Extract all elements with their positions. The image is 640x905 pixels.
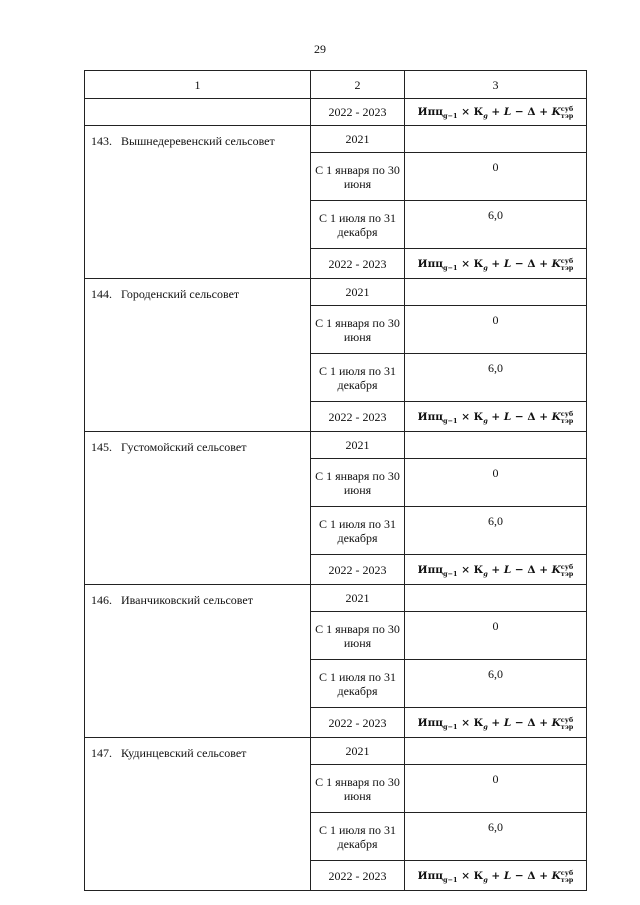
period-cell: С 1 июля по 31 декабря: [311, 354, 405, 402]
period-cell: С 1 января по 30 июня: [311, 306, 405, 354]
settlement-name-cell: [85, 738, 311, 891]
settlement-name-cell: [85, 279, 311, 432]
value-cell: 6,0: [405, 201, 587, 249]
value-cell: 6,0: [405, 507, 587, 555]
period-cell: 2022 - 2023: [311, 861, 405, 891]
year-cell: 2021: [311, 432, 405, 459]
year-cell: 2021: [311, 279, 405, 306]
table-row: [85, 432, 587, 459]
value-cell: 6,0: [405, 354, 587, 402]
period-cell: С 1 июля по 31 декабря: [311, 201, 405, 249]
table-row: [85, 279, 587, 306]
value-cell: 0: [405, 459, 587, 507]
row-number: 145.: [91, 440, 112, 454]
table-row: [85, 585, 587, 612]
table-row: [85, 738, 587, 765]
formula-cell: [405, 555, 587, 585]
value-cell: 6,0: [405, 813, 587, 861]
formula-cell: [405, 99, 587, 126]
formula: $Ипц_{g-1} \times К_g + L - \Delta + K$ суб тэр: [417, 868, 574, 884]
continuation-row: [85, 99, 587, 126]
empty-name-cell: [85, 99, 311, 126]
header-col-1: 1: [85, 71, 311, 99]
tariff-table: [84, 70, 587, 891]
empty-value-cell: [405, 279, 587, 306]
period-cell: С 1 января по 30 июня: [311, 459, 405, 507]
formula: $Ипц_{g-1} \times К_g + L - \Delta + K$ суб тэр: [417, 715, 574, 731]
row-number: 147.: [91, 746, 112, 760]
year-cell: 2021: [311, 585, 405, 612]
settlement-name: Иванчиковский сельсовет: [121, 593, 253, 607]
value-cell: 6,0: [405, 660, 587, 708]
year-cell: 2021: [311, 126, 405, 153]
empty-value-cell: [405, 585, 587, 612]
header-col-3: 3: [405, 71, 587, 99]
table-row: [85, 126, 587, 153]
value-cell: 0: [405, 153, 587, 201]
row-number: 146.: [91, 593, 112, 607]
settlement-name: Кудинцевский сельсовет: [121, 746, 247, 760]
period-cell: С 1 января по 30 июня: [311, 612, 405, 660]
settlement-name: Городенский сельсовет: [121, 287, 240, 301]
settlement-name: Густомойский сельсовет: [121, 440, 247, 454]
page-number: 29: [314, 42, 326, 56]
settlement-name: Вышнедеревенский сельсовет: [121, 134, 275, 148]
period-cell: 2022 - 2023: [311, 402, 405, 432]
header-row: [85, 71, 587, 99]
formula: $Ипц_{g-1} \times К_g + L - \Delta + K$ суб тэр: [417, 256, 574, 272]
settlement-name-cell: [85, 585, 311, 738]
period-cell: 2022 - 2023: [311, 99, 405, 126]
empty-value-cell: [405, 432, 587, 459]
period-cell: 2022 - 2023: [311, 708, 405, 738]
formula: $Ипц_{g-1} \times К_g + L - \Delta + K$ суб тэр: [417, 105, 574, 121]
empty-value-cell: [405, 738, 587, 765]
formula-cell: [405, 402, 587, 432]
empty-value-cell: [405, 126, 587, 153]
row-number: 144.: [91, 287, 112, 301]
value-cell: 0: [405, 306, 587, 354]
value-cell: 0: [405, 612, 587, 660]
year-cell: 2021: [311, 738, 405, 765]
formula: $Ипц_{g-1} \times К_g + L - \Delta + K$ суб тэр: [417, 562, 574, 578]
header-col-2: 2: [311, 71, 405, 99]
row-number: 143.: [91, 134, 112, 148]
formula-cell: [405, 861, 587, 891]
period-cell: С 1 июля по 31 декабря: [311, 660, 405, 708]
period-cell: С 1 января по 30 июня: [311, 765, 405, 813]
value-cell: 0: [405, 765, 587, 813]
settlement-name-cell: [85, 126, 311, 279]
period-cell: С 1 января по 30 июня: [311, 153, 405, 201]
formula: $Ипц_{g-1} \times К_g + L - \Delta + K$ суб тэр: [417, 409, 574, 425]
period-cell: С 1 июля по 31 декабря: [311, 813, 405, 861]
formula-cell: [405, 708, 587, 738]
period-cell: 2022 - 2023: [311, 249, 405, 279]
formula-cell: [405, 249, 587, 279]
period-cell: 2022 - 2023: [311, 555, 405, 585]
period-cell: С 1 июля по 31 декабря: [311, 507, 405, 555]
settlement-name-cell: [85, 432, 311, 585]
